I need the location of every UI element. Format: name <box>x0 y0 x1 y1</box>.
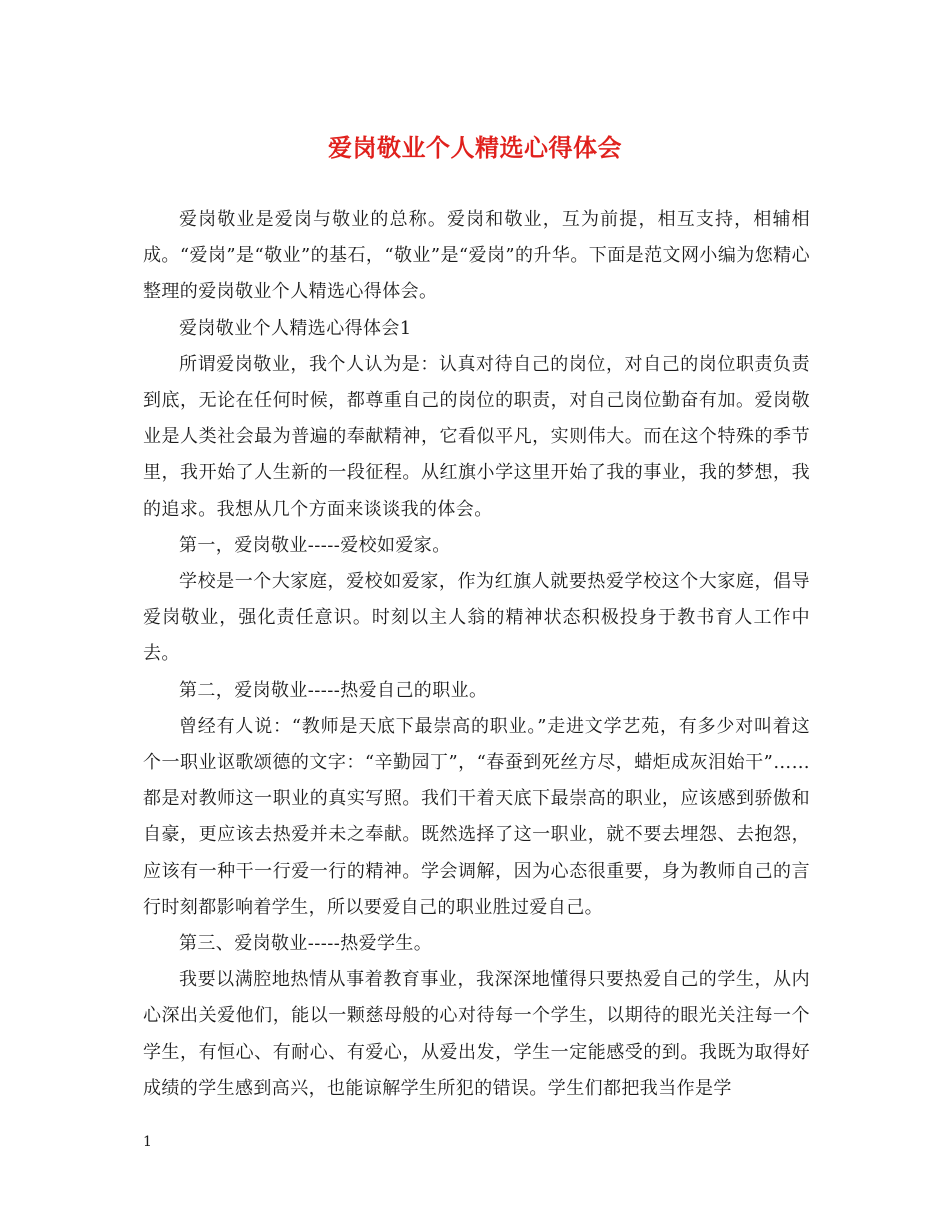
paragraph-heading-first: 第一，爱岗敬业-----爱校如爱家。 <box>179 534 451 556</box>
document-title: 爱岗敬业个人精选心得体会 <box>328 134 622 162</box>
paragraph-heading-third: 第三、爱岗敬业-----热爱学生。 <box>179 933 433 955</box>
paragraph-intro: 爱岗敬业是爱岗与敬业的总称。爱岗和敬业，互为前提，相互支持，相辅相成。“爱岗”是“敬业”的基石，“敬业”是“爱岗”的升华。下面是范文网小编为您精心整理的爱岗敬业个人精选心得体会。 <box>143 209 810 303</box>
paragraph-definition: 所谓爱岗敬业，我个人认为是：认真对待自己的岗位，对自己的岗位职责负责到底，无论在任何时候，都尊重自己的岗位的职责，对自己岗位勤奋有加。爱岗敬业是人类社会最为普遍的奉献精神，它看似平凡，实则伟大。而在这个特殊的季节里，我开始了人生新的一段征程。从红旗小学这里开始了我的事业，我的梦想，我的追求。我想从几个方面来谈谈我的体会。 <box>143 353 810 520</box>
paragraph-subtitle: 爱岗敬业个人精选心得体会1 <box>179 317 412 339</box>
document-body <box>143 202 810 1107</box>
paragraph-profession: 曾经有人说：“教师是天底下最崇高的职业。”走进文学艺苑，有多少对叫着这个一职业讴歌颂德的文字：“辛勤园丁”，“春蚕到死丝方尽，蜡炬成灰泪始干”……都是对教师这一职业的真实写照。我们干着天底下最崇高的职业，应该感到骄傲和自豪，更应该去热爱并未之奉献。既然选择了这一职业，就不要去埋怨、去抱怨，应该有一种干一行爱一行的精神。学会调解，因为心态很重要，身为教师自己的言行时刻都影响着学生，所以要爱自己的职业胜过爱自己。 <box>143 715 810 918</box>
paragraph-students: 我要以满腔地热情从事着教育事业，我深深地懂得只要热爱自己的学生，从内心深出关爱他们，能以一颗慈母般的心对待每一个学生，以期待的眼光关注每一个学生，有恒心、有耐心、有爱心，从爱出发，学生一定能感受的到。我既为取得好成绩的学生感到高兴，也能谅解学生所犯的错误。学生们都把我当作是学 <box>143 969 810 1099</box>
paragraph-school: 学校是一个大家庭，爱校如爱家，作为红旗人就要热爱学校这个大家庭，倡导爱岗敬业，强化责任意识。时刻以主人翁的精神状态积极投身于教书育人工作中去。 <box>143 571 810 665</box>
page-number: 1 <box>143 1134 152 1150</box>
paragraph-heading-second: 第二，爱岗敬业-----热爱自己的职业。 <box>179 679 488 701</box>
